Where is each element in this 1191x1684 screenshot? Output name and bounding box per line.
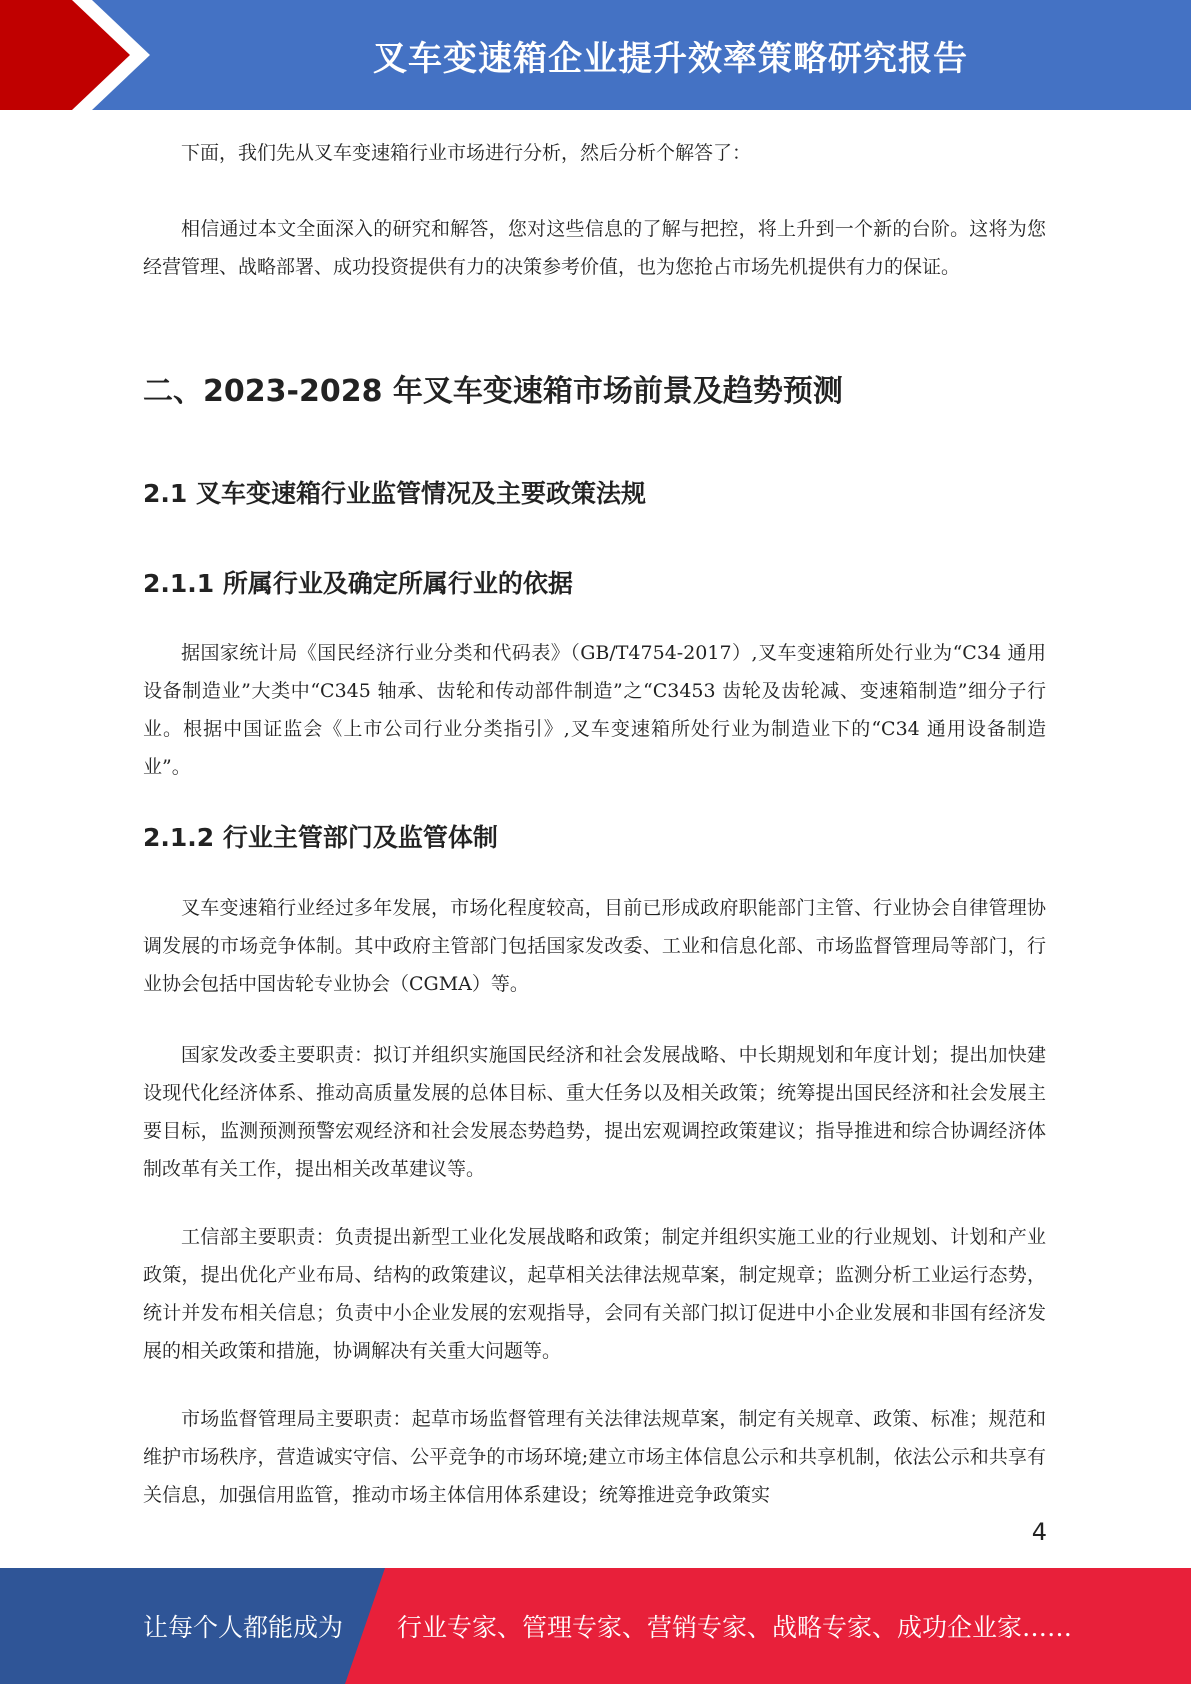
industry-classification-paragraph: 据国家统计局《国民经济行业分类和代码表》（GB/T4754-2017）,叉车变速箱所处行业为“C34 通用设备制造业”大类中“C345 轴承、齿轮和传动部件制造”之“C3453 齿轮及齿轮减、变速箱制造”细分子行业。根据中国证监会《上市公司行业分类指引》,叉车变速箱所处行业为制造业下的“C34 通用设备制造业”。 — [143, 642, 1046, 778]
page-number: 4 — [1031, 1518, 1047, 1546]
section-heading-2-1-2: 2.1.2 行业主管部门及监管体制 — [143, 823, 498, 852]
intro-paragraph-2: 相信通过本文全面深入的研究和解答，您对这些信息的了解与把控，将上升到一个新的台阶。这将为您经营管理、战略部署、成功投资提供有力的决策参考价值，也为您抢占市场先机提供有力的保证。 — [143, 218, 1046, 278]
section-heading-2-1: 2.1 叉车变速箱行业监管情况及主要政策法规 — [143, 479, 646, 508]
header-arrow-decoration — [0, 0, 160, 110]
page-footer — [0, 1568, 1191, 1684]
section-heading-2-1-1: 2.1.1 所属行业及确定所属行业的依据 — [143, 569, 573, 598]
section-heading-2: 二、2023-2028 年叉车变速箱市场前景及趋势预测 — [143, 374, 843, 409]
page-header — [0, 0, 1191, 110]
document-title: 叉车变速箱企业提升效率策略研究报告 — [373, 38, 968, 79]
miit-duties-paragraph: 工信部主要职责：负责提出新型工业化发展战略和政策；制定并组织实施工业的行业规划、计划和产业政策，提出优化产业布局、结构的政策建议，起草相关法律法规草案，制定规章；监测分析工业运行态势，统计并发布相关信息；负责中小企业发展的宏观指导，会同有关部门拟订促进中小企业发展和非国有经济发展的相关政策和措施，协调解决有关重大问题等。 — [143, 1226, 1046, 1362]
footer-slogan-right: 行业专家、管理专家、营销专家、战略专家、成功企业家…… — [397, 1613, 1073, 1642]
samr-duties-paragraph: 市场监督管理局主要职责：起草市场监督管理有关法律法规草案，制定有关规章、政策、标准；规范和维护市场秩序，营造诚实守信、公平竞争的市场环境;建立市场主体信息公示和共享机制，依法公示和共享有关信息，加强信用监管，推动市场主体信用体系建设；统筹推进竞争政策实 — [143, 1408, 1046, 1506]
intro-paragraph-1: 下面，我们先从叉车变速箱行业市场进行分析，然后分析个解答了： — [181, 142, 752, 164]
ndrc-duties-paragraph: 国家发改委主要职责：拟订并组织实施国民经济和社会发展战略、中长期规划和年度计划；提出加快建设现代化经济体系、推动高质量发展的总体目标、重大任务以及相关政策；统筹提出国民经济和社会发展主要目标，监测预测预警宏观经济和社会发展态势趋势，提出宏观调控政策建议；指导推进和综合协调经济体制改革有关工作，提出相关改革建议等。 — [143, 1044, 1046, 1180]
footer-slogan-left: 让每个人都能成为 — [143, 1613, 344, 1642]
regulation-paragraph: 叉车变速箱行业经过多年发展，市场化程度较高，目前已形成政府职能部门主管、行业协会自律管理协调发展的市场竞争体制。其中政府主管部门包括国家发改委、工业和信息化部、市场监督管理局等部门，行业协会包括中国齿轮专业协会（CGMA）等。 — [143, 897, 1046, 995]
